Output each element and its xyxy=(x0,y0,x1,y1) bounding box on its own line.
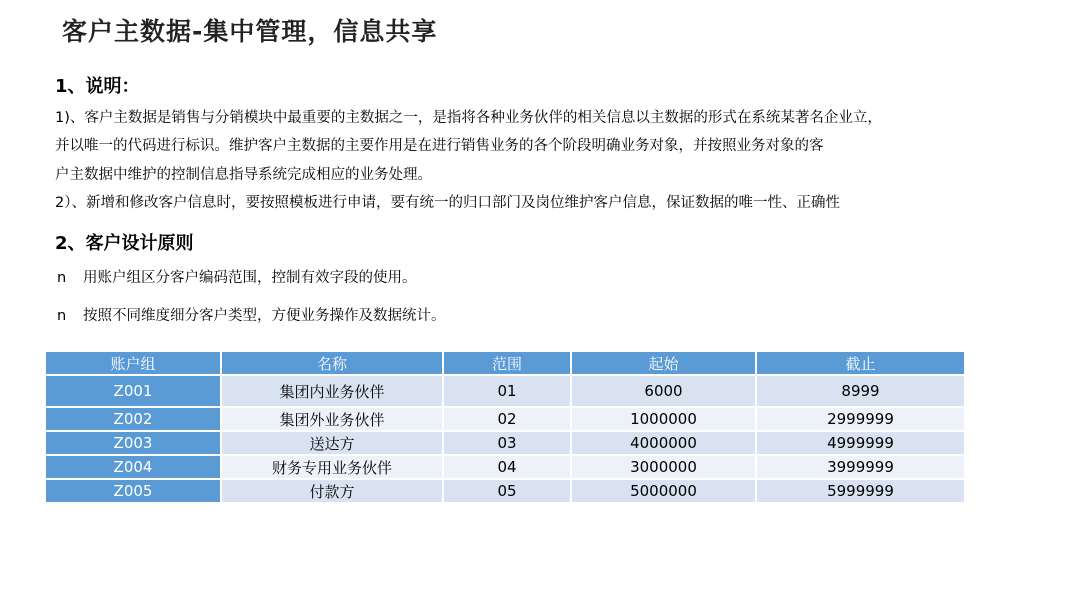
cell-start: 1000000 xyxy=(571,407,756,431)
cell-account-group: Z003 xyxy=(46,431,221,455)
principle-text: 按照不同维度细分客户类型，方便业务操作及数据统计。 xyxy=(83,308,446,324)
cell-range: 04 xyxy=(443,455,571,479)
cell-name: 送达方 xyxy=(221,431,443,455)
section-heading-description: 1、说明： xyxy=(55,76,140,97)
header-end: 截止 xyxy=(756,352,964,375)
header-account-group: 账户组 xyxy=(46,352,221,375)
cell-range: 02 xyxy=(443,407,571,431)
table-row xyxy=(46,455,964,479)
principle-item xyxy=(57,304,446,325)
principle-text: 用账户组区分客户编码范围，控制有效字段的使用。 xyxy=(83,270,417,286)
description-line-3: 户主数据中维护的控制信息指导系统完成相应的业务处理。 xyxy=(55,167,432,183)
cell-account-group: Z002 xyxy=(46,407,221,431)
bullet-marker: n xyxy=(57,270,67,286)
table-header-row xyxy=(46,352,964,375)
header-start: 起始 xyxy=(571,352,756,375)
table-row xyxy=(46,375,964,407)
principle-item xyxy=(57,266,417,287)
table-row xyxy=(46,407,964,431)
cell-range: 03 xyxy=(443,431,571,455)
cell-start: 5000000 xyxy=(571,479,756,503)
cell-end: 8999 xyxy=(756,375,964,407)
account-group-table xyxy=(46,352,964,504)
cell-account-group: Z005 xyxy=(46,479,221,503)
cell-account-group: Z004 xyxy=(46,455,221,479)
section-heading-design-principles: 2、客户设计原则 xyxy=(55,233,194,254)
description-line-4: 2）、新增和修改客户信息时，要按照模板进行申请，要有统一的归口部门及岗位维护客户信息，保证数据的唯一性、正确性 xyxy=(55,195,840,211)
cell-name: 集团内业务伙伴 xyxy=(221,375,443,407)
cell-end: 3999999 xyxy=(756,455,964,479)
cell-range: 05 xyxy=(443,479,571,503)
cell-end: 5999999 xyxy=(756,479,964,503)
cell-account-group: Z001 xyxy=(46,375,221,407)
header-name: 名称 xyxy=(221,352,443,375)
header-range: 范围 xyxy=(443,352,571,375)
cell-start: 4000000 xyxy=(571,431,756,455)
bullet-marker: n xyxy=(57,308,67,324)
cell-name: 财务专用业务伙伴 xyxy=(221,455,443,479)
cell-start: 6000 xyxy=(571,375,756,407)
table-row xyxy=(46,479,964,503)
cell-name: 集团外业务伙伴 xyxy=(221,407,443,431)
description-line-2: 并以唯一的代码进行标识。维护客户主数据的主要作用是在进行销售业务的各个阶段明确业务对象，并按照业务对象的客 xyxy=(55,138,824,154)
cell-start: 3000000 xyxy=(571,455,756,479)
cell-range: 01 xyxy=(443,375,571,407)
description-line-1: 1)、客户主数据是销售与分销模块中最重要的主数据之一，是指将各种业务伙伴的相关信息以主数据的形式在系统某著名企业立， xyxy=(55,110,882,126)
cell-name: 付款方 xyxy=(221,479,443,503)
cell-end: 2999999 xyxy=(756,407,964,431)
table-row xyxy=(46,431,964,455)
cell-end: 4999999 xyxy=(756,431,964,455)
page-title: 客户主数据-集中管理，信息共享 xyxy=(62,17,438,46)
